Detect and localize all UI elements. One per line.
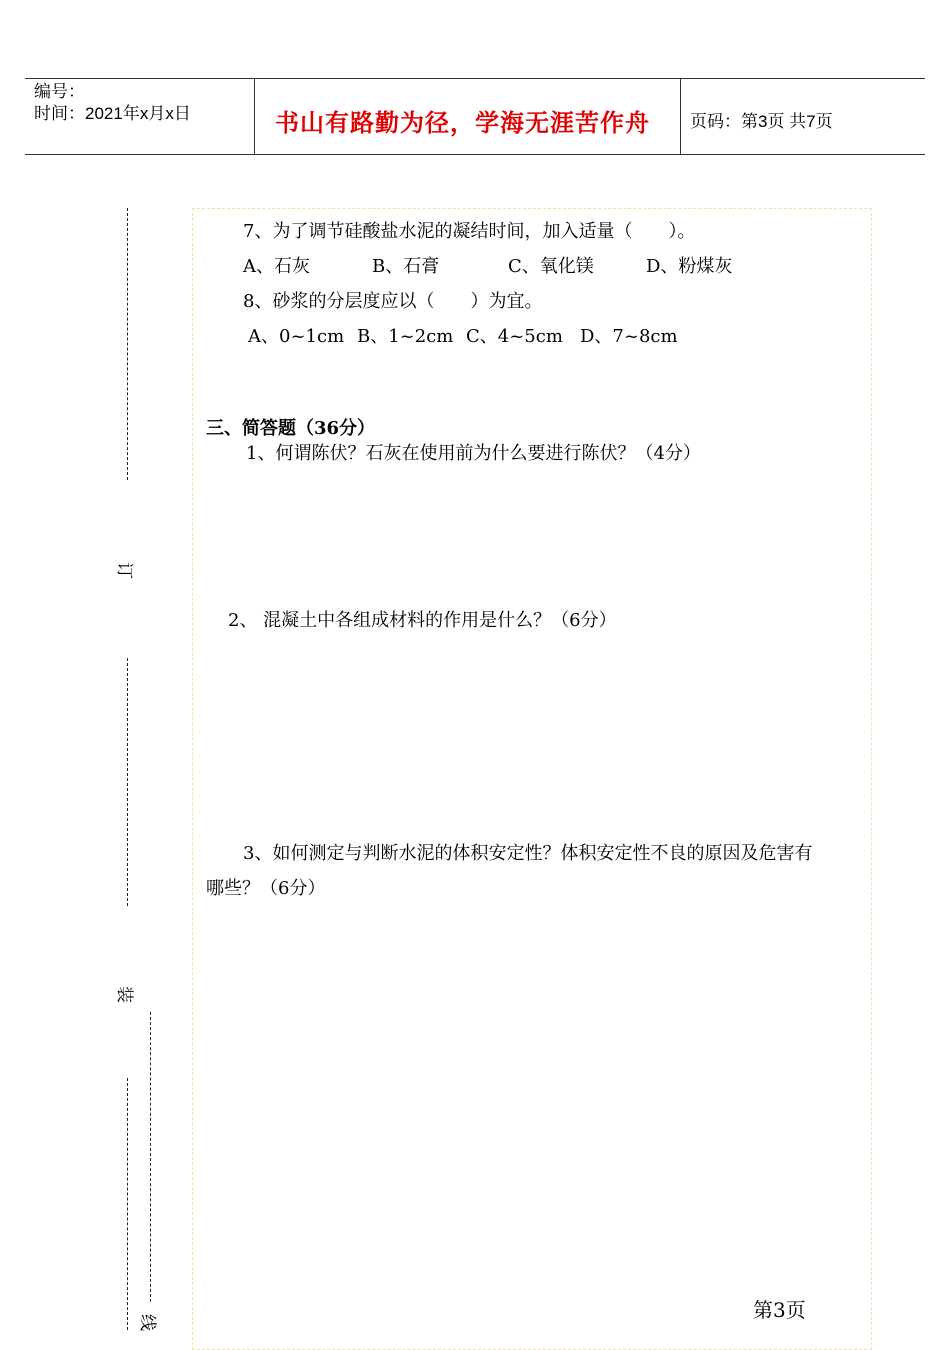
- header-page-info: 页码：第3页 共7页: [690, 112, 833, 131]
- question-8-option-c: C、4~5cm: [466, 326, 563, 347]
- question-8-option-a: A、0~1cm: [248, 326, 345, 347]
- binding-dash-lower-right: [150, 1012, 151, 1302]
- section-3-title: 三、简答题（36分）: [206, 418, 376, 439]
- footer-page-number: 第3页: [753, 1298, 806, 1322]
- header-top-rule: [25, 78, 925, 79]
- question-8-option-b: B、1~2cm: [357, 326, 454, 347]
- binding-char-ding: 订: [114, 562, 134, 579]
- question-8-option-d: D、7~8cm: [580, 326, 678, 347]
- question-7-option-a: A、石灰: [243, 256, 310, 277]
- short-answer-q3-line2: 哪些？（6分）: [206, 878, 326, 899]
- question-7-option-b: B、石膏: [372, 256, 440, 277]
- header-motto: 书山有路勤为径，学海无涯苦作舟: [275, 109, 650, 137]
- short-answer-q3-line1: 3、如何测定与判断水泥的体积安定性？体积安定性不良的原因及危害有: [243, 843, 813, 864]
- binding-char-xian: 线: [137, 1314, 157, 1331]
- header-divider-1: [254, 78, 255, 154]
- question-7-text: 7、为了调节硅酸盐水泥的凝结时间，加入适量（ ）。: [243, 221, 696, 242]
- answer-area-frame: [192, 208, 872, 1350]
- binding-dash-lower-left: [127, 1078, 128, 1330]
- short-answer-q2: 2、 混凝土中各组成材料的作用是什么？（6分）: [228, 610, 617, 631]
- header-number-label: 编号：: [34, 82, 85, 101]
- question-7-option-c: C、氧化镁: [508, 256, 594, 277]
- binding-dash-middle: [127, 658, 128, 906]
- short-answer-q1: 1、何谓陈伏？石灰在使用前为什么要进行陈伏？（4分）: [246, 443, 701, 464]
- header-divider-2: [680, 78, 681, 154]
- question-8-text: 8、砂浆的分层度应以（ ）为宜。: [243, 291, 543, 312]
- binding-char-zhuang: 装: [114, 986, 134, 1003]
- binding-dash-top: [127, 208, 128, 480]
- header-bottom-rule: [25, 154, 925, 155]
- question-7-option-d: D、粉煤灰: [646, 256, 733, 277]
- header-time-label: 时间：2021年x月x日: [34, 104, 191, 123]
